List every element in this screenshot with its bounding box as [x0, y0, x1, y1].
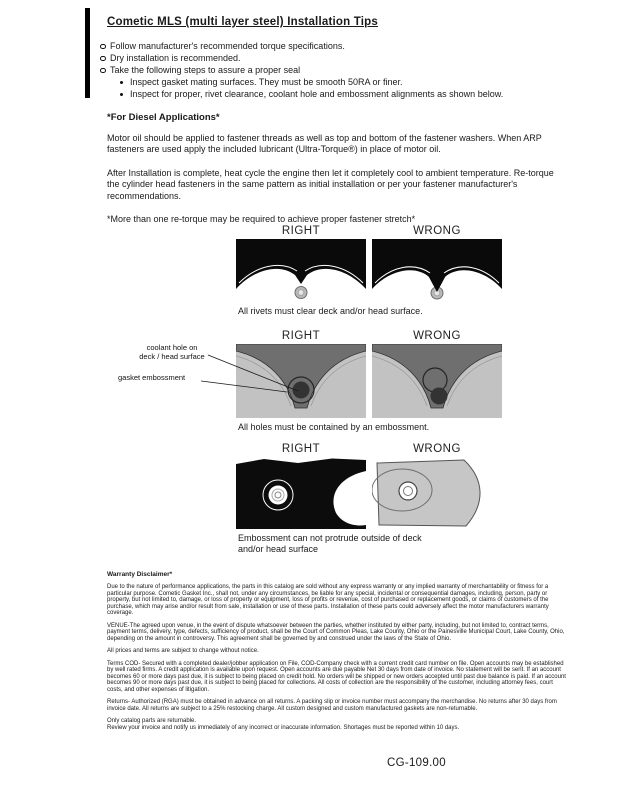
diagram-row3-caption: [238, 533, 502, 555]
warranty-heading: Warranty Disclaimer*: [107, 571, 173, 578]
tip-item: [99, 40, 503, 52]
wrong-label: WRONG: [413, 443, 461, 455]
sub-tips-list: [119, 76, 503, 100]
coolant-callout-line1: coolant hole on: [146, 343, 198, 352]
warranty-paragraph: Only catalog parts are returnable.: [107, 718, 197, 724]
retorque-note: *More than one re-torque may be required to achieve proper fastener stretch*: [107, 214, 416, 224]
coolant-right-graphic: [236, 344, 366, 418]
coolant-callout-line2: deck / head surface: [139, 351, 205, 361]
gasket-embossment-callout: gasket embossment: [118, 373, 186, 382]
tip-item: [99, 52, 503, 64]
coolant-wrong-graphic: [372, 344, 502, 418]
warranty-paragraph: Due to the nature of performance applications, the parts in this catalog are sold without any express warranty or any implied warranty of merchantability or fitness for a particular purpose. Cometic Gasket Inc., shall not, under any circumstances, be liable for any special, incidental or consequential damages, including, person, party or property, but not limited to, damage, or loss of property or equipment, loss of profits or revenue, cost of purchased or replacement goods, or claims of customers of the purchase, which may arise and/or result from sale, installation or use of these parts. Installation of these parts could adversely affect the motor manufacturers warranty coverage.: [107, 584, 549, 616]
page-number: CG-109.00: [387, 757, 446, 769]
coolant-hole-wrong-figure: [372, 344, 502, 418]
circle-bullet-icon: [100, 56, 106, 62]
wrong-label: WRONG: [413, 225, 461, 237]
sub-tip-text: Inspect gasket mating surfaces. They must be smooth 50RA or finer.: [130, 77, 403, 87]
diagram-row3: [236, 457, 502, 529]
diagram-section: [236, 225, 502, 555]
wrong-label: WRONG: [413, 330, 461, 342]
warranty-paragraph: Returns- Authorized (RGA) must be obtained in advance on all returns. A packing slip or invoice number must accompany the merchandise. No returns after 30 days from invoice date. All returns are subject to a 25% restocking charge. All custom designed and custom manufactured gaskets are non-returnable.: [107, 699, 557, 712]
tip-text: Take the following steps to assure a proper seal: [110, 65, 301, 75]
page-title: Cometic MLS (multi layer steel) Installation Tips: [107, 16, 378, 28]
rivet-wrong-graphic: [372, 239, 502, 302]
diagram-row3-labels: [236, 443, 502, 455]
circle-bullet-icon: [100, 68, 106, 74]
sub-tip-item: [119, 76, 503, 88]
diagram-row3-caption-line1: Embossment can not protrude outside of deck: [238, 533, 422, 543]
diagram-row2-labels: [236, 330, 502, 342]
tip-item: [99, 64, 503, 100]
coolant-hole-callout: [137, 344, 207, 361]
right-label: RIGHT: [281, 330, 321, 342]
diesel-heading: *For Diesel Applications*: [107, 112, 220, 123]
coolant-hole-right-figure: [236, 344, 366, 418]
dot-bullet-icon: [120, 81, 123, 84]
rivet-clearance-wrong-figure: [372, 239, 502, 302]
diagram-row2: [236, 344, 502, 418]
sub-tip-text: Inspect for proper, rivet clearance, coolant hole and embossment alignments as shown below.: [130, 89, 504, 99]
circle-bullet-icon: [100, 44, 106, 50]
embossment-wrong-graphic: [372, 457, 502, 529]
diesel-applications-section: [107, 112, 559, 226]
warranty-paragraph: Review your invoice and notify us immediately of any incorrect or inaccurate information. Shortages must be reported within 10 days.: [107, 724, 460, 731]
tip-text: Follow manufacturer's recommended torque specifications.: [110, 41, 345, 51]
diesel-paragraph: Motor oil should be applied to fastener threads as well as top and bottom of the fastener washers. When ARP fasteners are used apply the included lubricant (Ultra-Torque®) in place of motor oil.: [107, 132, 542, 154]
rivet-clearance-right-figure: [236, 239, 366, 302]
warranty-paragraph: All prices and terms are subject to change without notice.: [107, 648, 259, 654]
diesel-paragraph: After Installation is complete, heat cycle the engine then let it completely cool to ambient temperature. Re-torque the cylinder head fasteners in the same pattern as initial installation or per your fastener manufacturer's recommendations.: [107, 167, 554, 201]
tips-list: [99, 40, 503, 100]
warranty-paragraph: Terms COD- Secured with a completed dealer/jobber application on File, COD-Company check with a current credit card number on file. Open accounts may be established by well rated firms. A credit application is available upon request. Open accounts are due payable Net 30 days from date of invoice. No statement will be sent. If an account becomes 60 or more days past due, it is subject to being placed on credit hold. No orders will be shipped or new orders accepted until past due balance is paid. If an account becomes 90 or more days past due, it is subject to being placed for collections. All costs of collection are the responsibility of the customer, including attorney fees, court costs, and other expenses of litigation.: [107, 660, 566, 693]
diagram-row2-caption: All holes must be contained by an embossment.: [238, 422, 430, 432]
sub-tip-item: [119, 88, 503, 100]
diagram-row1: [236, 239, 502, 302]
dot-bullet-icon: [120, 93, 123, 96]
embossment-right-graphic: [236, 457, 366, 529]
warranty-section: [107, 571, 569, 737]
right-label: RIGHT: [281, 443, 321, 455]
embossment-wrong-figure: [372, 457, 502, 529]
embossment-right-figure: [236, 457, 366, 529]
rivet-right-graphic: [236, 239, 366, 302]
warranty-paragraph: VENUE-The agreed upon venue, in the event of dispute whatsoever between the parties, whether instituted by either party, including, but not limited to, contract terms, payment terms, delivery, type, defects, sufficiency of product, shall be the Court of Common Pleas, Lake County, Ohio or the Painesville Municipal Court, Lake County, Ohio, depending on the amount in controversy. This agreement shall be governed by and construed under the laws of the State of Ohio.: [107, 622, 565, 642]
left-margin-bar: [85, 8, 90, 98]
tip-text: Dry installation is recommended.: [110, 53, 241, 63]
diagram-row1-labels: [236, 225, 502, 237]
diagram-row1-caption: All rivets must clear deck and/or head surface.: [238, 306, 423, 316]
diagram-row3-caption-line2: and/or head surface: [238, 544, 319, 554]
right-label: RIGHT: [281, 225, 321, 237]
